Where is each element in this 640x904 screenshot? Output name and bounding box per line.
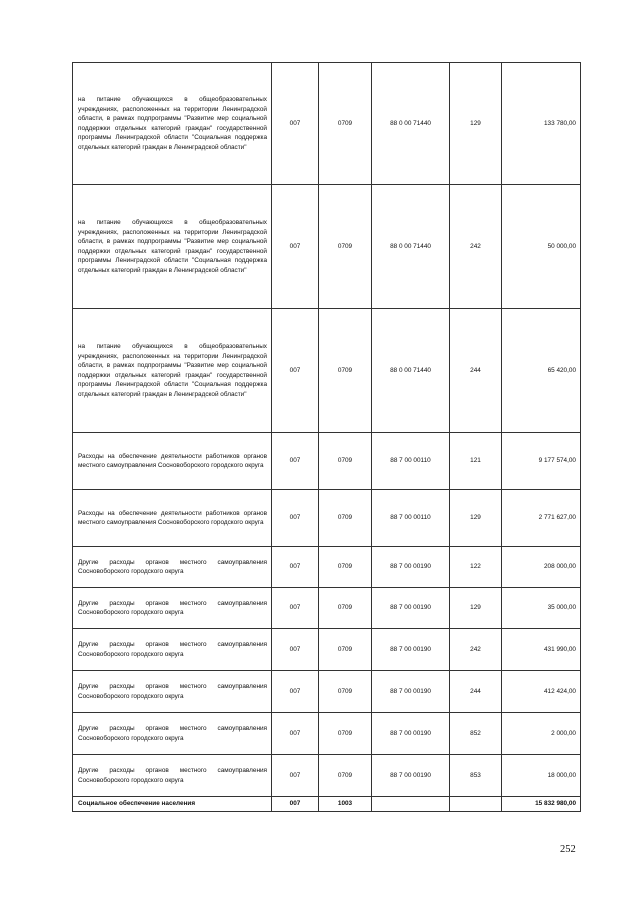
amount-cell: 2 000,00 xyxy=(502,713,581,755)
row-name-cell: Другие расходы органов местного самоуправления Сосновоборского городского округа xyxy=(73,713,272,755)
target-article-cell xyxy=(372,797,450,812)
table-row xyxy=(73,309,581,433)
table-row xyxy=(73,629,581,671)
expense-type-cell: 129 xyxy=(450,63,502,185)
target-article-cell: 88 7 00 00190 xyxy=(372,588,450,629)
row-name-cell: Другие расходы органов местного самоуправления Сосновоборского городского округа xyxy=(73,671,272,713)
target-article-cell: 88 7 00 00190 xyxy=(372,629,450,671)
table-row xyxy=(73,588,581,629)
row-name-cell: Другие расходы органов местного самоуправления Сосновоборского городского округа xyxy=(73,588,272,629)
target-article-cell: 88 7 00 00190 xyxy=(372,755,450,797)
ministry-cell: 007 xyxy=(272,588,319,629)
section-cell: 1003 xyxy=(319,797,372,812)
expense-type-cell: 129 xyxy=(450,588,502,629)
row-name-cell: Расходы на обеспечение деятельности работников органов местного самоуправления Сосновоборского городского округа xyxy=(73,490,272,547)
section-cell: 0709 xyxy=(319,755,372,797)
section-cell: 0709 xyxy=(319,547,372,588)
ministry-cell: 007 xyxy=(272,63,319,185)
expense-type-cell: 242 xyxy=(450,185,502,309)
ministry-cell: 007 xyxy=(272,713,319,755)
table-row xyxy=(73,185,581,309)
target-article-cell: 88 7 00 00110 xyxy=(372,490,450,547)
amount-cell: 18 000,00 xyxy=(502,755,581,797)
expense-type-cell: 853 xyxy=(450,755,502,797)
row-name-cell: Другие расходы органов местного самоуправления Сосновоборского городского округа xyxy=(73,547,272,588)
row-name-cell: Другие расходы органов местного самоуправления Сосновоборского городского округа xyxy=(73,629,272,671)
budget-table xyxy=(72,62,581,812)
amount-cell: 2 771 627,00 xyxy=(502,490,581,547)
ministry-cell: 007 xyxy=(272,309,319,433)
section-cell: 0709 xyxy=(319,713,372,755)
ministry-cell: 007 xyxy=(272,547,319,588)
amount-cell: 9 177 574,00 xyxy=(502,433,581,490)
ministry-cell: 007 xyxy=(272,797,319,812)
row-name-cell: Расходы на обеспечение деятельности работников органов местного самоуправления Сосновоборского городского округа xyxy=(73,433,272,490)
expense-type-cell xyxy=(450,797,502,812)
table-row-total xyxy=(73,797,581,812)
section-cell: 0709 xyxy=(319,629,372,671)
expense-type-cell: 852 xyxy=(450,713,502,755)
expense-type-cell: 122 xyxy=(450,547,502,588)
target-article-cell: 88 7 00 00190 xyxy=(372,547,450,588)
row-name-cell: на питание обучающихся в общеобразовательных учреждениях, расположенных на территории Ленинградской области, в рамках подпрограммы "Развитие мер социальной поддержки отдельных категорий граждан" государственной программы Ленинградской области "Социальная поддержка отдельных категорий граждан в Ленинградской области" xyxy=(73,185,272,309)
table-row xyxy=(73,63,581,185)
table-row xyxy=(73,547,581,588)
section-cell: 0709 xyxy=(319,185,372,309)
amount-cell: 133 780,00 xyxy=(502,63,581,185)
amount-cell: 431 990,00 xyxy=(502,629,581,671)
row-name-cell: Социальное обеспечение населения xyxy=(73,797,272,812)
amount-cell: 208 000,00 xyxy=(502,547,581,588)
table-row xyxy=(73,490,581,547)
table-row xyxy=(73,755,581,797)
table-row xyxy=(73,713,581,755)
ministry-cell: 007 xyxy=(272,433,319,490)
ministry-cell: 007 xyxy=(272,755,319,797)
section-cell: 0709 xyxy=(319,671,372,713)
expense-type-cell: 129 xyxy=(450,490,502,547)
section-cell: 0709 xyxy=(319,63,372,185)
page-number: 252 xyxy=(560,844,576,855)
target-article-cell: 88 0 00 71440 xyxy=(372,185,450,309)
expense-type-cell: 242 xyxy=(450,629,502,671)
table-row xyxy=(73,433,581,490)
expense-type-cell: 121 xyxy=(450,433,502,490)
target-article-cell: 88 7 00 00190 xyxy=(372,713,450,755)
row-name-cell: на питание обучающихся в общеобразовательных учреждениях, расположенных на территории Ленинградской области, в рамках подпрограммы "Развитие мер социальной поддержки отдельных категорий граждан" государственной программы Ленинградской области "Социальная поддержка отдельных категорий граждан в Ленинградской области" xyxy=(73,309,272,433)
ministry-cell: 007 xyxy=(272,671,319,713)
amount-cell: 65 420,00 xyxy=(502,309,581,433)
amount-cell: 35 000,00 xyxy=(502,588,581,629)
section-cell: 0709 xyxy=(319,309,372,433)
target-article-cell: 88 7 00 00190 xyxy=(372,671,450,713)
target-article-cell: 88 0 00 71440 xyxy=(372,63,450,185)
expense-type-cell: 244 xyxy=(450,309,502,433)
ministry-cell: 007 xyxy=(272,185,319,309)
amount-cell: 412 424,00 xyxy=(502,671,581,713)
target-article-cell: 88 7 00 00110 xyxy=(372,433,450,490)
ministry-cell: 007 xyxy=(272,490,319,547)
ministry-cell: 007 xyxy=(272,629,319,671)
section-cell: 0709 xyxy=(319,490,372,547)
target-article-cell: 88 0 00 71440 xyxy=(372,309,450,433)
row-name-cell: Другие расходы органов местного самоуправления Сосновоборского городского округа xyxy=(73,755,272,797)
amount-cell: 15 832 980,00 xyxy=(502,797,581,812)
table-row xyxy=(73,671,581,713)
row-name-cell: на питание обучающихся в общеобразовательных учреждениях, расположенных на территории Ленинградской области, в рамках подпрограммы "Развитие мер социальной поддержки отдельных категорий граждан" государственной программы Ленинградской области "Социальная поддержка отдельных категорий граждан в Ленинградской области" xyxy=(73,63,272,185)
expense-type-cell: 244 xyxy=(450,671,502,713)
amount-cell: 50 000,00 xyxy=(502,185,581,309)
section-cell: 0709 xyxy=(319,588,372,629)
section-cell: 0709 xyxy=(319,433,372,490)
